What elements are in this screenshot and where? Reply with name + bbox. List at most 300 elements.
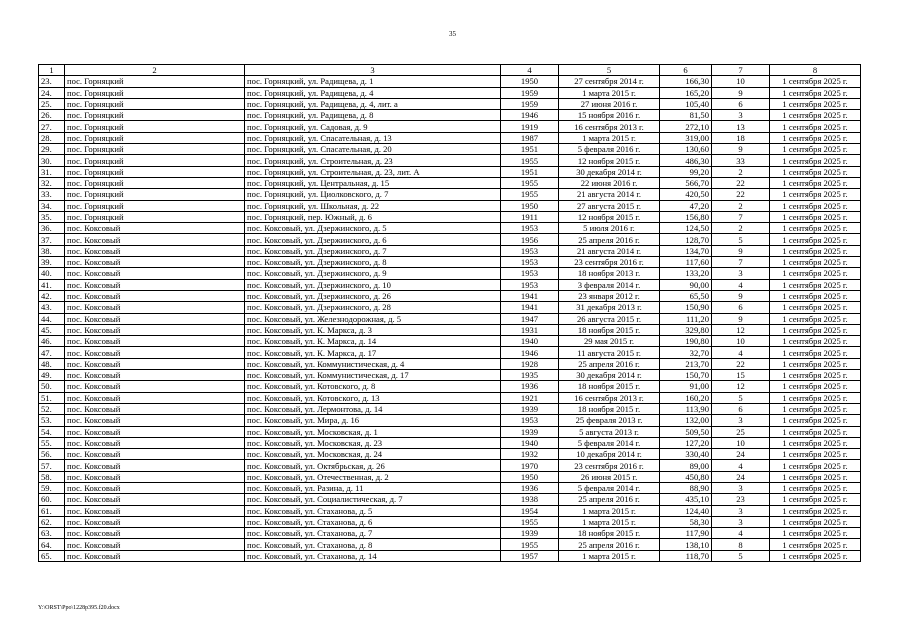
table-row — [39, 155, 861, 166]
table-row — [39, 358, 861, 369]
cell-settlement: пос. Коксовый — [65, 449, 245, 460]
cell-settlement: пос. Горняцкий — [65, 155, 245, 166]
cell-area: 127,20 — [660, 437, 712, 448]
cell-inspection-date: 26 июня 2015 г. — [559, 471, 660, 482]
cell-deadline: 1 сентября 2025 г. — [770, 121, 861, 132]
cell-deadline: 1 сентября 2025 г. — [770, 370, 861, 381]
cell-deadline: 1 сентября 2025 г. — [770, 177, 861, 188]
cell-residents: 22 — [712, 177, 770, 188]
cell-year-built: 1946 — [501, 110, 559, 121]
cell-deadline: 1 сентября 2025 г. — [770, 347, 861, 358]
cell-inspection-date: 26 августа 2015 г. — [559, 313, 660, 324]
cell-area: 58,30 — [660, 516, 712, 527]
cell-area: 99,20 — [660, 166, 712, 177]
cell-area: 420,50 — [660, 189, 712, 200]
cell-residents: 5 — [712, 392, 770, 403]
cell-deadline: 1 сентября 2025 г. — [770, 290, 861, 301]
cell-deadline: 1 сентября 2025 г. — [770, 200, 861, 211]
cell-year-built: 1959 — [501, 98, 559, 109]
cell-deadline: 1 сентября 2025 г. — [770, 132, 861, 143]
cell-row-number: 45. — [39, 324, 65, 335]
cell-row-number: 26. — [39, 110, 65, 121]
cell-settlement: пос. Коксовый — [65, 234, 245, 245]
cell-area: 166,30 — [660, 76, 712, 87]
table-row — [39, 471, 861, 482]
cell-year-built: 1939 — [501, 528, 559, 539]
cell-deadline: 1 сентября 2025 г. — [770, 528, 861, 539]
cell-area: 47,20 — [660, 200, 712, 211]
cell-year-built: 1953 — [501, 257, 559, 268]
table-row — [39, 223, 861, 234]
cell-row-number: 58. — [39, 471, 65, 482]
cell-residents: 22 — [712, 358, 770, 369]
cell-deadline: 1 сентября 2025 г. — [770, 392, 861, 403]
cell-settlement: пос. Коксовый — [65, 279, 245, 290]
cell-year-built: 1911 — [501, 211, 559, 222]
cell-row-number: 25. — [39, 98, 65, 109]
cell-inspection-date: 25 апреля 2016 г. — [559, 358, 660, 369]
cell-address: пос. Коксовый, ул. Московская, д. 23 — [245, 437, 501, 448]
cell-inspection-date: 16 сентября 2013 г. — [559, 121, 660, 132]
cell-settlement: пос. Коксовый — [65, 302, 245, 313]
cell-address: пос. Коксовый, ул. Московская, д. 24 — [245, 449, 501, 460]
cell-address: пос. Коксовый, ул. Социалистическая, д. 7 — [245, 494, 501, 505]
cell-year-built: 1953 — [501, 245, 559, 256]
table-row — [39, 494, 861, 505]
cell-inspection-date: 18 ноября 2015 г. — [559, 381, 660, 392]
cell-inspection-date: 27 августа 2015 г. — [559, 200, 660, 211]
column-header-1: 1 — [39, 65, 65, 76]
cell-area: 117,60 — [660, 257, 712, 268]
table-row — [39, 132, 861, 143]
cell-address: пос. Коксовый, ул. Стаханова, д. 5 — [245, 505, 501, 516]
cell-deadline: 1 сентября 2025 г. — [770, 110, 861, 121]
cell-area: 319,00 — [660, 132, 712, 143]
cell-address: пос. Коксовый, ул. Дзержинского, д. 6 — [245, 234, 501, 245]
cell-address: пос. Коксовый, ул. Московская, д. 1 — [245, 426, 501, 437]
cell-settlement: пос. Коксовый — [65, 403, 245, 414]
cell-residents: 4 — [712, 279, 770, 290]
cell-area: 213,70 — [660, 358, 712, 369]
table-row — [39, 257, 861, 268]
table-row — [39, 211, 861, 222]
cell-residents: 33 — [712, 155, 770, 166]
file-path-footer: Y:\ORST\Ppo\1228p395.f20.docx — [38, 605, 120, 611]
cell-address: пос. Коксовый, ул. Дзержинского, д. 26 — [245, 290, 501, 301]
cell-year-built: 1931 — [501, 324, 559, 335]
cell-row-number: 50. — [39, 381, 65, 392]
cell-settlement: пос. Горняцкий — [65, 144, 245, 155]
cell-address: пос. Горняцкий, ул. Радищева, д. 1 — [245, 76, 501, 87]
cell-row-number: 41. — [39, 279, 65, 290]
cell-deadline: 1 сентября 2025 г. — [770, 257, 861, 268]
cell-inspection-date: 1 марта 2015 г. — [559, 132, 660, 143]
cell-residents: 3 — [712, 482, 770, 493]
cell-settlement: пос. Горняцкий — [65, 211, 245, 222]
cell-inspection-date: 31 декабря 2013 г. — [559, 302, 660, 313]
cell-row-number: 55. — [39, 437, 65, 448]
page-number: 35 — [449, 30, 456, 38]
cell-area: 124,40 — [660, 505, 712, 516]
cell-area: 150,70 — [660, 370, 712, 381]
cell-row-number: 34. — [39, 200, 65, 211]
cell-residents: 2 — [712, 223, 770, 234]
table-row — [39, 415, 861, 426]
cell-year-built: 1941 — [501, 302, 559, 313]
cell-deadline: 1 сентября 2025 г. — [770, 144, 861, 155]
table-row — [39, 437, 861, 448]
table-row — [39, 98, 861, 109]
cell-year-built: 1947 — [501, 313, 559, 324]
cell-inspection-date: 30 декабря 2014 г. — [559, 166, 660, 177]
cell-area: 88,90 — [660, 482, 712, 493]
cell-address: пос. Коксовый, ул. Октябрьская, д. 26 — [245, 460, 501, 471]
cell-year-built: 1954 — [501, 505, 559, 516]
table-row — [39, 245, 861, 256]
cell-year-built: 1939 — [501, 426, 559, 437]
cell-area: 113,90 — [660, 403, 712, 414]
cell-residents: 4 — [712, 528, 770, 539]
column-header-6: 6 — [660, 65, 712, 76]
cell-residents: 24 — [712, 449, 770, 460]
cell-address: пос. Коксовый, ул. Котовского, д. 13 — [245, 392, 501, 403]
table-row — [39, 177, 861, 188]
cell-inspection-date: 12 ноября 2015 г. — [559, 211, 660, 222]
cell-area: 138,10 — [660, 539, 712, 550]
cell-year-built: 1955 — [501, 155, 559, 166]
table-row — [39, 403, 861, 414]
cell-deadline: 1 сентября 2025 г. — [770, 460, 861, 471]
cell-inspection-date: 5 июля 2016 г. — [559, 223, 660, 234]
cell-year-built: 1957 — [501, 550, 559, 561]
cell-area: 190,80 — [660, 336, 712, 347]
cell-residents: 2 — [712, 200, 770, 211]
table-row — [39, 324, 861, 335]
cell-address: пос. Коксовый, ул. Коммунистическая, д. 4 — [245, 358, 501, 369]
cell-settlement: пос. Горняцкий — [65, 177, 245, 188]
cell-year-built: 1936 — [501, 482, 559, 493]
cell-inspection-date: 23 сентября 2016 г. — [559, 257, 660, 268]
cell-residents: 5 — [712, 550, 770, 561]
cell-row-number: 62. — [39, 516, 65, 527]
cell-year-built: 1953 — [501, 223, 559, 234]
cell-address: пос. Коксовый, ул. Дзержинского, д. 28 — [245, 302, 501, 313]
cell-deadline: 1 сентября 2025 г. — [770, 324, 861, 335]
table-row — [39, 290, 861, 301]
cell-residents: 24 — [712, 471, 770, 482]
cell-area: 124,50 — [660, 223, 712, 234]
cell-row-number: 59. — [39, 482, 65, 493]
cell-area: 566,70 — [660, 177, 712, 188]
cell-year-built: 1953 — [501, 279, 559, 290]
cell-deadline: 1 сентября 2025 г. — [770, 403, 861, 414]
cell-area: 435,10 — [660, 494, 712, 505]
cell-inspection-date: 21 августа 2014 г. — [559, 245, 660, 256]
cell-settlement: пос. Коксовый — [65, 437, 245, 448]
table-row — [39, 370, 861, 381]
cell-inspection-date: 25 февраля 2013 г. — [559, 415, 660, 426]
cell-deadline: 1 сентября 2025 г. — [770, 336, 861, 347]
table-row — [39, 302, 861, 313]
cell-deadline: 1 сентября 2025 г. — [770, 76, 861, 87]
cell-deadline: 1 сентября 2025 г. — [770, 550, 861, 561]
cell-inspection-date: 25 апреля 2016 г. — [559, 539, 660, 550]
cell-inspection-date: 30 декабря 2014 г. — [559, 370, 660, 381]
cell-address: пос. Горняцкий, ул. Циолковского, д. 7 — [245, 189, 501, 200]
cell-row-number: 33. — [39, 189, 65, 200]
cell-residents: 6 — [712, 302, 770, 313]
cell-area: 150,90 — [660, 302, 712, 313]
cell-area: 130,60 — [660, 144, 712, 155]
cell-residents: 6 — [712, 403, 770, 414]
cell-settlement: пос. Горняцкий — [65, 189, 245, 200]
cell-deadline: 1 сентября 2025 г. — [770, 437, 861, 448]
table-row — [39, 381, 861, 392]
cell-residents: 9 — [712, 313, 770, 324]
cell-year-built: 1950 — [501, 200, 559, 211]
cell-row-number: 47. — [39, 347, 65, 358]
table-row — [39, 528, 861, 539]
cell-residents: 2 — [712, 166, 770, 177]
cell-inspection-date: 18 ноября 2015 г. — [559, 403, 660, 414]
cell-inspection-date: 29 мая 2015 г. — [559, 336, 660, 347]
cell-area: 91,00 — [660, 381, 712, 392]
cell-settlement: пос. Коксовый — [65, 257, 245, 268]
cell-settlement: пос. Коксовый — [65, 290, 245, 301]
cell-row-number: 30. — [39, 155, 65, 166]
cell-address: пос. Коксовый, ул. К. Маркса, д. 17 — [245, 347, 501, 358]
cell-address: пос. Коксовый, ул. Стаханова, д. 8 — [245, 539, 501, 550]
cell-settlement: пос. Коксовый — [65, 471, 245, 482]
table-body — [39, 76, 861, 562]
cell-residents: 13 — [712, 121, 770, 132]
cell-address: пос. Горняцкий, ул. Радищева, д. 4, лит. а — [245, 98, 501, 109]
cell-address: пос. Коксовый, ул. Дзержинского, д. 7 — [245, 245, 501, 256]
cell-year-built: 1939 — [501, 403, 559, 414]
cell-deadline: 1 сентября 2025 г. — [770, 471, 861, 482]
cell-inspection-date: 5 февраля 2014 г. — [559, 482, 660, 493]
cell-settlement: пос. Коксовый — [65, 415, 245, 426]
column-header-2: 2 — [65, 65, 245, 76]
cell-deadline: 1 сентября 2025 г. — [770, 234, 861, 245]
cell-deadline: 1 сентября 2025 г. — [770, 87, 861, 98]
cell-row-number: 31. — [39, 166, 65, 177]
table-row — [39, 76, 861, 87]
column-header-8: 8 — [770, 65, 861, 76]
column-header-7: 7 — [712, 65, 770, 76]
cell-inspection-date: 16 сентября 2013 г. — [559, 392, 660, 403]
cell-address: пос. Горняцкий, ул. Центральная, д. 15 — [245, 177, 501, 188]
cell-row-number: 32. — [39, 177, 65, 188]
cell-row-number: 48. — [39, 358, 65, 369]
cell-inspection-date: 1 марта 2015 г. — [559, 550, 660, 561]
table-row — [39, 516, 861, 527]
cell-area: 90,00 — [660, 279, 712, 290]
cell-inspection-date: 27 июня 2016 г. — [559, 98, 660, 109]
column-header-3: 3 — [245, 65, 501, 76]
cell-address: пос. Коксовый, ул. Отечественная, д. 2 — [245, 471, 501, 482]
cell-settlement: пос. Коксовый — [65, 528, 245, 539]
cell-inspection-date: 1 марта 2015 г. — [559, 87, 660, 98]
cell-address: пос. Горняцкий, ул. Школьная, д. 22 — [245, 200, 501, 211]
cell-residents: 8 — [712, 539, 770, 550]
cell-deadline: 1 сентября 2025 г. — [770, 211, 861, 222]
cell-area: 156,80 — [660, 211, 712, 222]
cell-address: пос. Коксовый, ул. Дзержинского, д. 5 — [245, 223, 501, 234]
cell-year-built: 1941 — [501, 290, 559, 301]
cell-residents: 22 — [712, 189, 770, 200]
cell-inspection-date: 12 ноября 2015 г. — [559, 155, 660, 166]
cell-area: 81,50 — [660, 110, 712, 121]
cell-row-number: 65. — [39, 550, 65, 561]
cell-address: пос. Горняцкий, ул. Спасательная, д. 20 — [245, 144, 501, 155]
table-row — [39, 144, 861, 155]
cell-settlement: пос. Коксовый — [65, 336, 245, 347]
cell-year-built: 1950 — [501, 471, 559, 482]
cell-inspection-date: 25 апреля 2016 г. — [559, 494, 660, 505]
cell-row-number: 46. — [39, 336, 65, 347]
cell-row-number: 23. — [39, 76, 65, 87]
cell-area: 160,20 — [660, 392, 712, 403]
cell-area: 65,50 — [660, 290, 712, 301]
cell-address: пос. Коксовый, ул. Котовского, д. 8 — [245, 381, 501, 392]
cell-year-built: 1938 — [501, 494, 559, 505]
cell-area: 128,70 — [660, 234, 712, 245]
cell-settlement: пос. Коксовый — [65, 347, 245, 358]
cell-row-number: 39. — [39, 257, 65, 268]
cell-area: 272,10 — [660, 121, 712, 132]
cell-deadline: 1 сентября 2025 г. — [770, 516, 861, 527]
cell-residents: 3 — [712, 268, 770, 279]
cell-area: 111,20 — [660, 313, 712, 324]
cell-year-built: 1953 — [501, 415, 559, 426]
cell-settlement: пос. Коксовый — [65, 482, 245, 493]
cell-settlement: пос. Коксовый — [65, 392, 245, 403]
cell-year-built: 1955 — [501, 539, 559, 550]
cell-address: пос. Коксовый, ул. Стаханова, д. 14 — [245, 550, 501, 561]
table-row — [39, 200, 861, 211]
cell-year-built: 1970 — [501, 460, 559, 471]
cell-residents: 3 — [712, 516, 770, 527]
column-header-5: 5 — [559, 65, 660, 76]
cell-settlement: пос. Коксовый — [65, 245, 245, 256]
cell-area: 118,70 — [660, 550, 712, 561]
cell-year-built: 1919 — [501, 121, 559, 132]
cell-residents: 3 — [712, 505, 770, 516]
cell-residents: 5 — [712, 234, 770, 245]
cell-year-built: 1935 — [501, 370, 559, 381]
cell-year-built: 1959 — [501, 87, 559, 98]
cell-row-number: 61. — [39, 505, 65, 516]
cell-address: пос. Коксовый, ул. Мира, д. 16 — [245, 415, 501, 426]
cell-year-built: 1946 — [501, 347, 559, 358]
cell-inspection-date: 18 ноября 2015 г. — [559, 528, 660, 539]
cell-residents: 6 — [712, 98, 770, 109]
cell-inspection-date: 15 ноября 2016 г. — [559, 110, 660, 121]
cell-residents: 10 — [712, 437, 770, 448]
table-row — [39, 539, 861, 550]
table-row — [39, 449, 861, 460]
cell-year-built: 1921 — [501, 392, 559, 403]
cell-area: 133,20 — [660, 268, 712, 279]
cell-residents: 3 — [712, 415, 770, 426]
cell-settlement: пос. Горняцкий — [65, 200, 245, 211]
cell-row-number: 36. — [39, 223, 65, 234]
cell-residents: 7 — [712, 257, 770, 268]
cell-address: пос. Коксовый, ул. Разина, д. 11 — [245, 482, 501, 493]
cell-deadline: 1 сентября 2025 г. — [770, 189, 861, 200]
cell-row-number: 37. — [39, 234, 65, 245]
cell-settlement: пос. Коксовый — [65, 370, 245, 381]
cell-row-number: 38. — [39, 245, 65, 256]
cell-year-built: 1932 — [501, 449, 559, 460]
cell-year-built: 1953 — [501, 268, 559, 279]
cell-inspection-date: 11 августа 2015 г. — [559, 347, 660, 358]
cell-row-number: 56. — [39, 449, 65, 460]
cell-inspection-date: 25 апреля 2016 г. — [559, 234, 660, 245]
cell-address: пос. Горняцкий, ул. Радищева, д. 8 — [245, 110, 501, 121]
cell-inspection-date: 5 августа 2013 г. — [559, 426, 660, 437]
cell-settlement: пос. Коксовый — [65, 324, 245, 335]
table-row — [39, 347, 861, 358]
cell-settlement: пос. Горняцкий — [65, 110, 245, 121]
cell-residents: 18 — [712, 132, 770, 143]
cell-deadline: 1 сентября 2025 г. — [770, 358, 861, 369]
cell-settlement: пос. Коксовый — [65, 505, 245, 516]
cell-inspection-date: 23 сентября 2016 г. — [559, 460, 660, 471]
table-row — [39, 460, 861, 471]
cell-row-number: 60. — [39, 494, 65, 505]
cell-settlement: пос. Коксовый — [65, 223, 245, 234]
cell-residents: 9 — [712, 290, 770, 301]
cell-area: 486,30 — [660, 155, 712, 166]
table-header-row — [39, 65, 861, 76]
cell-area: 117,90 — [660, 528, 712, 539]
cell-residents: 10 — [712, 336, 770, 347]
cell-deadline: 1 сентября 2025 г. — [770, 268, 861, 279]
cell-year-built: 1928 — [501, 358, 559, 369]
cell-area: 450,80 — [660, 471, 712, 482]
table-row — [39, 392, 861, 403]
cell-residents: 4 — [712, 347, 770, 358]
cell-residents: 12 — [712, 381, 770, 392]
cell-address: пос. Коксовый, ул. К. Маркса, д. 3 — [245, 324, 501, 335]
cell-year-built: 1940 — [501, 437, 559, 448]
cell-settlement: пос. Коксовый — [65, 550, 245, 561]
cell-deadline: 1 сентября 2025 г. — [770, 494, 861, 505]
cell-area: 105,40 — [660, 98, 712, 109]
cell-settlement: пос. Коксовый — [65, 460, 245, 471]
cell-inspection-date: 1 марта 2015 г. — [559, 505, 660, 516]
table-row — [39, 110, 861, 121]
table-row — [39, 482, 861, 493]
cell-row-number: 57. — [39, 460, 65, 471]
cell-area: 134,70 — [660, 245, 712, 256]
cell-inspection-date: 3 февраля 2014 г. — [559, 279, 660, 290]
table-row — [39, 189, 861, 200]
cell-settlement: пос. Горняцкий — [65, 87, 245, 98]
cell-row-number: 53. — [39, 415, 65, 426]
cell-year-built: 1955 — [501, 516, 559, 527]
table-row — [39, 87, 861, 98]
table-row — [39, 234, 861, 245]
table-row — [39, 268, 861, 279]
cell-settlement: пос. Коксовый — [65, 516, 245, 527]
cell-inspection-date: 21 августа 2014 г. — [559, 189, 660, 200]
cell-address: пос. Коксовый, ул. Железнодорожная, д. 5 — [245, 313, 501, 324]
cell-inspection-date: 27 сентября 2014 г. — [559, 76, 660, 87]
cell-residents: 3 — [712, 110, 770, 121]
